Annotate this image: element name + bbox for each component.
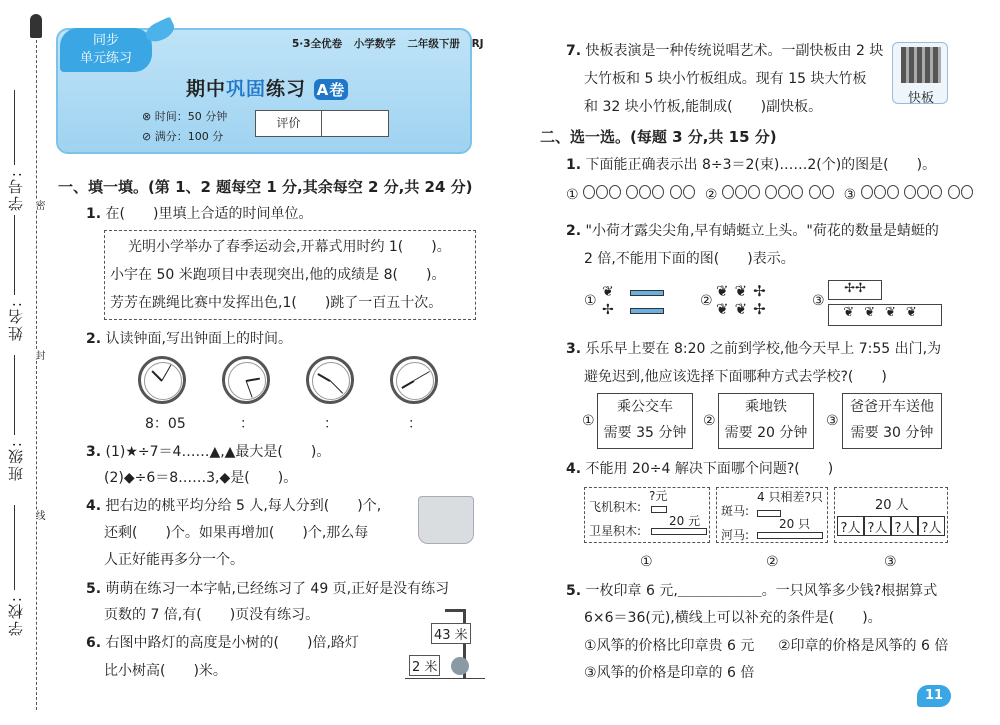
- option-c[interactable]: ③风筝的价格是印章的 6 倍: [584, 665, 755, 681]
- option-mark[interactable]: ②: [704, 187, 718, 203]
- bar-segment: [757, 510, 781, 517]
- title-post: 练习: [266, 78, 307, 100]
- seal-mark: 密: [33, 200, 44, 210]
- eval-input[interactable]: [323, 111, 388, 136]
- r-q5-line1[interactable]: [566, 582, 937, 600]
- clapper-icon: [901, 47, 941, 83]
- clock-answer[interactable]: ：: [240, 416, 254, 432]
- q-number: 7.: [566, 43, 582, 59]
- balloon-icon: [809, 185, 821, 199]
- diagram-cell: ?人: [837, 516, 864, 536]
- student-id-label: 学号:: [7, 170, 25, 212]
- option-mark[interactable]: ②: [703, 413, 716, 429]
- option-mark[interactable]: ③: [826, 413, 839, 429]
- q-number: 1.: [566, 157, 582, 173]
- q4-diagram-3: [834, 487, 948, 543]
- section-1-title: 一、填一填。(第 1、2 题每空 1 分,其余每空 2 分,共 24 分): [58, 178, 473, 196]
- q-text: "小荷才露尖尖角,早有蜻蜓立上头。"荷花的数量是蜻蜓的: [585, 223, 939, 239]
- series-grade: 二年级下册: [407, 38, 460, 50]
- bar-segment: [757, 532, 823, 539]
- balloon-icon: [961, 185, 973, 199]
- bar-segment: [651, 506, 667, 513]
- option-name: 乘公交车: [617, 399, 673, 415]
- q7-line2: 大竹板和 5 块小竹板组成。现有 15 块大竹板: [584, 71, 867, 87]
- q6-line1[interactable]: [86, 634, 359, 652]
- diagram-cell: ?人: [891, 516, 918, 536]
- option-time: 需要 35 分钟: [603, 425, 687, 441]
- q7-line1: [566, 42, 883, 60]
- q-number: 3.: [86, 444, 102, 460]
- q1-line[interactable]: 芳芳在跳绳比赛中发挥出色,1( )跳了一百五十次。: [110, 295, 443, 311]
- hour-hand: [151, 370, 162, 381]
- clock-face: [306, 356, 354, 404]
- q-number: 1.: [86, 206, 102, 222]
- clock-face: [138, 356, 186, 404]
- seal-mark: 线: [33, 510, 44, 520]
- dragonfly-box: ✢✢: [828, 280, 882, 300]
- q-text: 认读钟面,写出钟面上的时间。: [105, 331, 292, 347]
- r-q2-line2[interactable]: 2 倍,不能用下面的图( )表示。: [584, 251, 795, 267]
- dragonfly-icon: ✢: [602, 302, 614, 318]
- diagram-value: 4 只相差?只: [757, 490, 823, 504]
- school-blank[interactable]: [14, 505, 15, 590]
- balloon-icon: [930, 185, 942, 199]
- clock-icon: ⊗: [142, 110, 155, 123]
- q4-diagram-1: [584, 487, 710, 543]
- balloon-icon: [609, 185, 621, 199]
- name-label: 姓名:: [7, 300, 25, 342]
- transport-option-bus[interactable]: [597, 393, 693, 449]
- title-pre: 期中: [186, 78, 227, 100]
- option-mark[interactable]: ③: [884, 554, 897, 570]
- balloon-icon: [683, 185, 695, 199]
- bar-segment: [651, 528, 707, 535]
- title-badge: A卷: [314, 79, 349, 100]
- option-mark[interactable]: ③: [843, 187, 857, 203]
- balloon-icon: [948, 185, 960, 199]
- lotus-dragonfly-figure-1: [600, 282, 670, 322]
- q-number: 2.: [86, 331, 102, 347]
- diagram-value: ?元: [649, 489, 668, 503]
- peach-basket-image: [418, 496, 474, 544]
- clock-face: [222, 356, 270, 404]
- clock-answer[interactable]: ：: [408, 416, 422, 432]
- q1-line[interactable]: 小宇在 50 米跑项目中表现突出,他的成绩是 8( )。: [110, 267, 446, 283]
- page-number: 11: [917, 685, 951, 707]
- option-b[interactable]: ②印章的价格是风筝的 6 倍: [778, 638, 949, 654]
- dragonfly-icon: ❦❦✢: [716, 300, 772, 318]
- option-mark[interactable]: ③: [812, 293, 825, 309]
- lotus-box: ❦❦❦❦: [828, 304, 942, 326]
- clock-answer[interactable]: ：: [324, 416, 338, 432]
- lotus-dragonfly-figure-3: [828, 280, 942, 326]
- q6-line2[interactable]: 比小树高( )米。: [104, 663, 227, 679]
- option-mark[interactable]: ②: [766, 554, 779, 570]
- q-number: 5.: [566, 583, 582, 599]
- q-number: 2.: [566, 223, 582, 239]
- balloon-icon: [722, 185, 734, 199]
- diagram-label: 卫星积木:: [589, 524, 642, 538]
- q-text: 不能用 20÷4 解决下面哪个问题?( ): [585, 461, 834, 477]
- balloon-icon: [874, 185, 886, 199]
- option-mark[interactable]: ②: [700, 293, 713, 309]
- badge-line1: 同步: [92, 33, 119, 48]
- balloon-icon: [861, 185, 873, 199]
- ground-line: [405, 678, 485, 679]
- q-text: 萌萌在练习一本字帖,已经练习了 49 页,正好是没有练习: [105, 581, 450, 597]
- bar-segment: [630, 290, 664, 296]
- diagram-cell: ?人: [918, 516, 945, 536]
- minute-hand: [162, 365, 172, 381]
- q3-line1[interactable]: [86, 443, 330, 461]
- balloon-icon: [652, 185, 664, 199]
- balloon-icon: [765, 185, 777, 199]
- tree-icon: [451, 657, 469, 675]
- balloon-icon: [670, 185, 682, 199]
- clock-face: [390, 356, 438, 404]
- q-number: 5.: [86, 581, 102, 597]
- student-id-blank[interactable]: [14, 90, 15, 165]
- q3-line2[interactable]: (2)◆÷6＝8……3,◆是( )。: [104, 470, 298, 486]
- q-number: 6.: [86, 635, 102, 651]
- hour-hand: [317, 373, 330, 382]
- series-info: [292, 36, 484, 51]
- q7-line3[interactable]: 和 32 块小竹板,能制成( )副快板。: [584, 99, 823, 115]
- transport-option-car[interactable]: [842, 393, 942, 449]
- option-mark[interactable]: ①: [582, 413, 595, 429]
- balloon-icon: [748, 185, 760, 199]
- balloon-icon: [735, 185, 747, 199]
- score-info: [142, 128, 223, 144]
- badge-line2: 单元练习: [79, 51, 132, 66]
- page-title: [186, 74, 348, 101]
- streetlight-figure: [405, 605, 485, 680]
- r-q4-stem[interactable]: [566, 460, 833, 478]
- q-number: 4.: [566, 461, 582, 477]
- q-number: 3.: [566, 341, 582, 357]
- lotus-icon: ❦: [602, 284, 614, 300]
- option-mark[interactable]: ①: [640, 554, 653, 570]
- rocket-icon: [30, 14, 42, 38]
- balloon-icon: [583, 185, 595, 199]
- option-time: 需要 20 分钟: [724, 425, 808, 441]
- q-text: 一枚印章 6 元,＿＿＿＿＿＿。一只风筝多少钱?根据算式: [585, 583, 938, 599]
- q4-line3: 人正好能再多分一个。: [104, 552, 244, 568]
- hour-hand: [246, 378, 260, 382]
- series-subject: 小学数学: [353, 38, 396, 50]
- q-text: 把右边的桃平均分给 5 人,每人分到( )个,: [105, 498, 382, 514]
- time-label: 时间：50 分钟: [154, 110, 228, 123]
- check-icon: ⊘: [142, 130, 155, 143]
- q-text: 下面能正确表示出 8÷3＝2(束)……2(个)的图是( )。: [585, 157, 937, 173]
- r-q3-line1: [566, 340, 941, 358]
- r-q3-line2[interactable]: 避免迟到,他应该选择下面哪种方式去学校?( ): [584, 369, 887, 385]
- unit-badge: [60, 28, 152, 72]
- option-mark[interactable]: ①: [566, 187, 579, 203]
- diagram-label: 河马:: [721, 528, 750, 542]
- time-info: [142, 108, 227, 124]
- diagram-label: 飞机积木:: [589, 500, 642, 514]
- q1-line[interactable]: 光明小学举办了春季运动会,开幕式用时约 1( )。: [128, 239, 451, 255]
- q-text: 右图中路灯的高度是小树的( )倍,路灯: [105, 635, 359, 651]
- q-text: (1)★÷7＝4……▲,▲最大是( )。: [105, 444, 331, 460]
- r-q5-line2[interactable]: 6×6＝36(元),横线上可以补充的条件是( )。: [584, 610, 882, 626]
- q4-line2[interactable]: 还剩( )个。如果再增加( )个,那么每: [104, 525, 369, 541]
- balloon-icon: [791, 185, 803, 199]
- seal-mark: 封: [33, 350, 44, 360]
- balloon-icon: [596, 185, 608, 199]
- clapper-label: 快板: [907, 91, 934, 106]
- option-time: 需要 30 分钟: [850, 425, 934, 441]
- q-text: 乐乐早上要在 8:20 之前到学校,他今天早上 7:55 出门,为: [585, 341, 942, 357]
- full-score-label: 满分：100 分: [154, 130, 224, 143]
- tree-height-label: 2 米: [409, 655, 440, 676]
- q-text: 快板表演是一种传统说唱艺术。一副快板由 2 块: [585, 43, 884, 59]
- binding-dashed-line: [36, 30, 37, 710]
- q5-line2[interactable]: 页数的 7 倍,有( )页没有练习。: [104, 607, 320, 623]
- r-q1-options[interactable]: [566, 185, 974, 204]
- q5-line1: [86, 580, 449, 598]
- diagram-value: 20 元: [669, 514, 701, 528]
- lotus-icon: ❦❦✢: [716, 282, 772, 300]
- r-q1-stem[interactable]: [566, 156, 936, 174]
- eval-box: [255, 110, 389, 137]
- option-a[interactable]: ①风筝的价格比印章贵 6 元: [584, 638, 755, 654]
- q2-stem: [86, 330, 292, 348]
- clapper-image: [892, 42, 948, 104]
- lamp-arm: [445, 609, 465, 612]
- q1-stem: [86, 205, 312, 223]
- diagram-cell: ?人: [864, 516, 891, 536]
- balloon-icon: [639, 185, 651, 199]
- q4-diagram-2: [716, 487, 828, 543]
- title-highlight: 巩固: [226, 78, 267, 100]
- diagram-label: 斑马:: [721, 504, 750, 518]
- r-q2-line1: [566, 222, 939, 240]
- transport-option-subway[interactable]: [718, 393, 814, 449]
- balloon-icon: [626, 185, 638, 199]
- q4-line1[interactable]: [86, 497, 381, 515]
- option-name: 乘地铁: [745, 399, 787, 415]
- bar-segment: [630, 308, 664, 314]
- diagram-value: 20 人: [875, 498, 909, 513]
- minute-hand: [330, 380, 343, 393]
- balloon-icon: [822, 185, 834, 199]
- section-2-title: 二、选一选。(每题 3 分,共 15 分): [540, 128, 777, 146]
- name-blank[interactable]: [14, 215, 15, 295]
- hour-hand: [401, 380, 414, 389]
- school-label: 学校:: [7, 595, 25, 637]
- diagram-value: 20 只: [779, 517, 811, 531]
- q-number: 4.: [86, 498, 102, 514]
- class-blank[interactable]: [14, 355, 15, 435]
- option-mark[interactable]: ①: [584, 293, 597, 309]
- lamp-height-label: 43 米: [431, 623, 471, 644]
- clock-answer[interactable]: 8：05: [145, 416, 186, 432]
- class-label: 班级:: [7, 440, 25, 482]
- balloon-icon: [887, 185, 899, 199]
- minute-hand: [246, 380, 253, 397]
- minute-hand: [414, 371, 430, 381]
- series-edition: RJ: [471, 38, 484, 50]
- q-text: 在( )里填上合适的时间单位。: [105, 206, 313, 222]
- lotus-dragonfly-figure-2: [716, 282, 796, 322]
- balloon-icon: [778, 185, 790, 199]
- balloon-icon: [904, 185, 916, 199]
- option-name: 爸爸开车送他: [850, 399, 934, 415]
- series-name: 5·3全优卷: [292, 38, 343, 50]
- eval-label: 评价: [256, 111, 322, 136]
- balloon-icon: [917, 185, 929, 199]
